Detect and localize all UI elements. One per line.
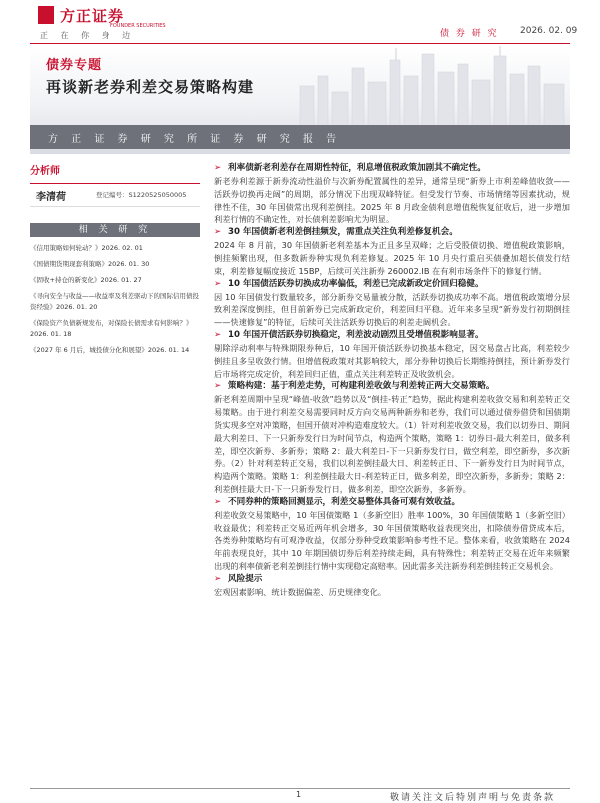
related-item[interactable]: 《2027 年 6 月后，城投债分化和展望》2026. 01. 14	[30, 346, 190, 354]
section-heading: ➢ 不同券种的策略回测显示，利差交易整体具备可观有效收益。	[214, 496, 461, 507]
summary-section	[214, 329, 570, 380]
logo-text: 方正证券	[60, 7, 125, 25]
analyst-heading: 分析师	[30, 166, 60, 177]
arrow-bullet-icon: ➢	[214, 227, 222, 238]
sidebar	[30, 162, 200, 361]
logo-english-text: FOUNDER SECURITIES	[110, 23, 166, 29]
related-research-list	[30, 243, 200, 356]
analyst-name: 李清荷	[36, 192, 66, 203]
header-divider	[30, 43, 570, 44]
section-body: 2024 年 8 月前，30 年国债新老利差基本为正且多呈双峰；之后受股债切换、增值税政策影响，倒挂频繁出现，但多数新券种实现负利差修复。2025 年 10 月央行重启买债叠加超长债发行结束，利差修复幅度接近 15BP，后续可关注新券 260002.IB 在有利市场条件下的修复行情。	[214, 240, 570, 276]
arrow-bullet-icon: ➢	[214, 329, 222, 340]
section-heading: ➢ 策略构建：基于利差走势，可构建利差收敛与利差转正两大交易策略。	[214, 381, 495, 392]
slogan: 正 在 你 身 边	[40, 31, 136, 40]
section-body: 新老利差周期中呈现“峰值-收敛”趋势以及“倒挂-转正”趋势，据此构建利差收敛交易和利差转正交易策略。由于进行利差交易需要同时反方向交易两种新券和老券，我们可以通过债券借贷和国债期货实现多空对冲策略，但国开债对冲构造难度较大。（1）针对利差收敛交易，我们以切券日、期间最大利差日、下一只新券发行日为时间节点，构造两个策略，策略 1：切券日-最大利差日，做多利差，即空次新券、多新券；策略 2：最大利差日-下一只新券发行日，做空利差，即空新券，多次新券。（2）针对利差转正交易，我们以利差倒挂最大日、利差转正日、下一新券发行日为时间节点，构造两个策略。策略 1：利差倒挂最大日-利差转正日，做多利差，即空次新券，多新券；策略 2：利差倒挂最大日-下一只新券发行日，做多利差，即空次新券，多新券。	[214, 394, 570, 494]
institute-bar	[30, 125, 570, 149]
report-title: 再谈新老券利差交易策略构建	[46, 78, 255, 96]
analyst-row	[30, 183, 200, 207]
section-heading: ➢ 10 年国开债活跃券切换稳定，利差波动剧烈且受增值税影响显著。	[214, 329, 484, 340]
arrow-bullet-icon: ➢	[214, 278, 222, 289]
company-logo	[38, 6, 166, 29]
report-date: 2026. 02. 09	[520, 26, 578, 36]
summary-section	[214, 278, 570, 329]
related-item[interactable]: 《信用策略如何轮动？》2026. 02. 01	[30, 244, 143, 252]
related-research-heading: 相 关 研 究	[30, 223, 200, 237]
disclaimer-note: 敬请关注文后特别声明与免责条款	[390, 793, 556, 803]
related-item[interactable]: 《保险资产负债新规发布，对保险长债需求有何影响？》2026. 01. 18	[30, 319, 193, 338]
summary-section	[214, 496, 570, 573]
section-heading: ➢ 30 年国债新老利差倒挂频发，需重点关注负利差修复机会。	[214, 227, 458, 238]
summary-section	[214, 380, 570, 495]
section-body: 利差收敛交易策略中，10 年国债策略 1（多新空旧）胜率 100%，30 年国债策略 1（多新空旧）收益最优；利差转正交易近两年机会增多，30 年国债策略收益表现突出，扣除债券借贷成本后，各类券种策略均有可观净收益，仅部分券种受政策影响参考性不足。整体来看，收敛策略在 2024 年前表现良好，其中 10 年期国债切券后利差持续走阔，具有特殊性；利差转正交易在近年来频繁出现的利率债新老利差倒挂行情中实现稳定高赔率。因此需多关注新券利差倒挂转正交易机会。	[214, 509, 570, 571]
report-topic: 债券专题	[46, 58, 103, 73]
logo-mark-icon	[38, 6, 54, 24]
doc-type-label: 债 券 研 究	[440, 29, 499, 39]
section-body: 宏观因素影响、统计数据偏差、历史规律变化。	[214, 586, 386, 597]
section-heading: ➢ 10 年国债活跃券切换成功率偏低，利差已完成新政定价回归稳健。	[214, 278, 484, 289]
page-number: 1	[296, 790, 302, 799]
institute-label: 方 正 证 券 研 究 所 证 券 研 究 报 告	[48, 134, 342, 145]
summary-body	[214, 162, 570, 599]
summary-section	[214, 226, 570, 277]
section-heading: ➢ 利率债新老利差存在周期性特征，利息增值税政策加剧其不确定性。	[214, 163, 486, 173]
footer-divider	[30, 788, 570, 789]
arrow-bullet-icon: ➢	[214, 163, 222, 173]
section-body: 因 10 年国债发行数量较多，部分新券交易量被分散，活跃券切换成功率不高。增值税政策增分层致利差深度倒挂，但目前新券已完成新政定价，利差回归平稳。近年来多呈现“新券发行初期倒挂——快速修复”的特征，后续可关注活跃券切换后的利差走阔机会。	[214, 291, 570, 328]
section-body: 剔除浮动利率与特殊期限券种后，10 年国开债活跃券切换基本稳定，因交易盘占比高，利差较少倒挂且多呈收敛行情。但增值税政策对其影响较大，部分券种切换后长期维持倒挂，预计新券发行后市场将完成定价，利差回归正值，重点关注利差转正及收敛机会。	[214, 342, 570, 379]
related-item[interactable]: 《国债期货期现套利策略》2026. 01. 30	[30, 260, 150, 268]
arrow-bullet-icon: ➢	[214, 573, 222, 584]
section-heading: ➢ 风险提示	[214, 573, 263, 584]
arrow-bullet-icon: ➢	[214, 496, 222, 507]
page-header	[0, 0, 600, 46]
related-item[interactable]: 《固收+持仓的新变化》2026. 01. 27	[30, 276, 142, 284]
summary-section	[214, 573, 570, 599]
arrow-bullet-icon: ➢	[214, 381, 222, 392]
section-body: 新老券利差源于新券流动性溢价与次新券配置属性的差异，通常呈现“新券上市利差峰值收敛——活跃券切换再走阔”的周期，部分情况下出现双峰特征。但受发行节奏、市场情绪等因素扰动，规律性不佳，30 年国债常出现利差倒挂。2025 年 8 月政金债利息增值税恢复征收后，进一步增加利差行情的不确定性，对长债利差影响尤为明显。	[214, 176, 570, 225]
analyst-registration: 登记编号：S1220525050005	[96, 191, 187, 199]
related-item[interactable]: 《寻向安全与收益——收益率及利差驱动下的国际信用债投资经验》2026. 01. 20	[30, 292, 199, 311]
summary-section	[214, 162, 570, 226]
